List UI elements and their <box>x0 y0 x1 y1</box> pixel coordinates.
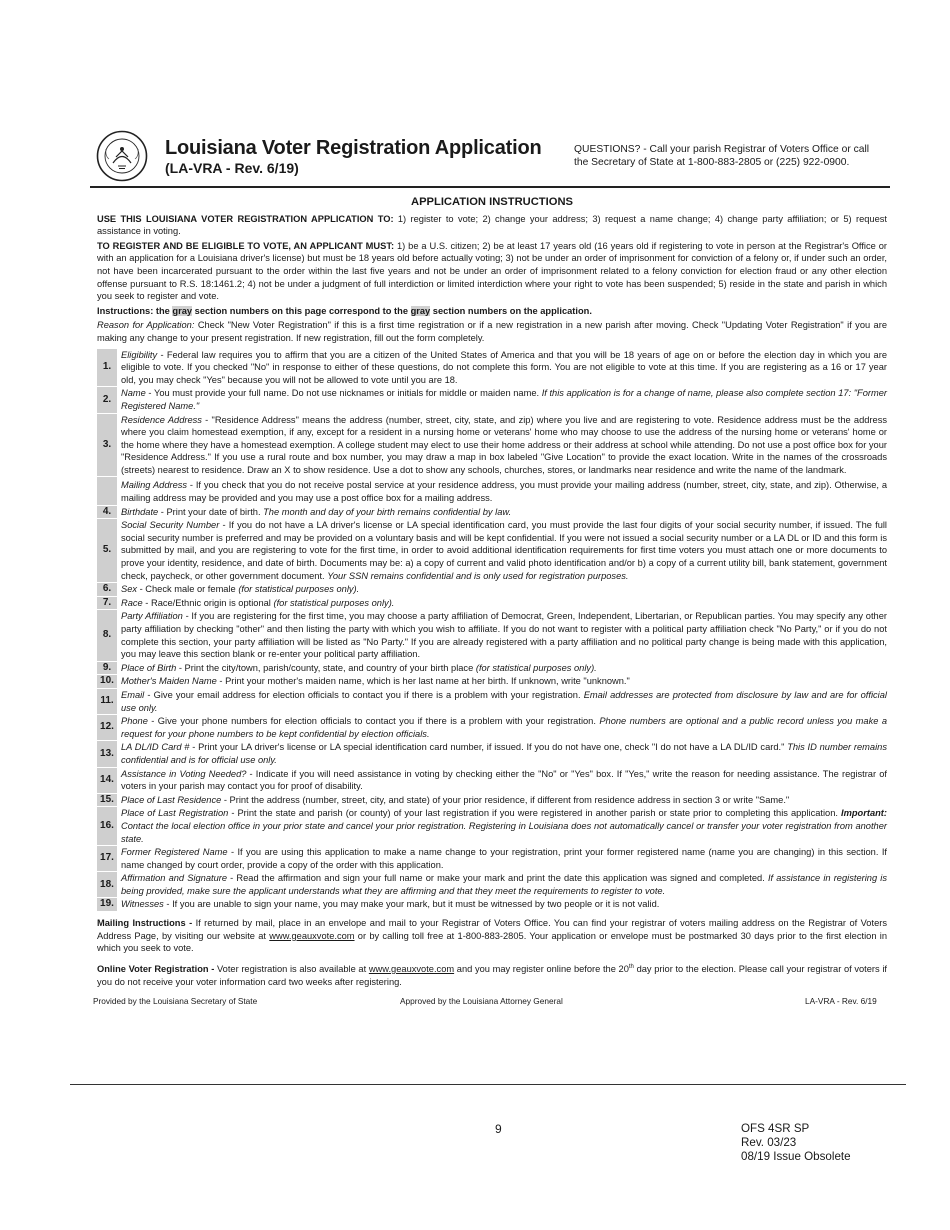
section-body: - Print your mother's maiden name, which is her last name at her birth. If unknown, write "unknown." <box>216 676 630 687</box>
section-row <box>97 583 887 596</box>
header-divider <box>90 186 890 188</box>
section-body: - Print the city/town, parish/county, state, and country of your birth place <box>176 662 476 673</box>
section-text <box>117 675 887 688</box>
section-row <box>97 610 887 660</box>
form-identifier <box>741 1122 851 1164</box>
online-website-link[interactable]: www.geauxvote.com <box>368 963 455 974</box>
form-obsolete-note: 08/19 Issue Obsolete <box>741 1150 851 1163</box>
instr-gray-2: gray <box>410 305 431 316</box>
section-body: - Race/Ethnic origin is optional <box>142 597 274 608</box>
mailing-website-link[interactable]: www.geauxvote.com <box>269 930 355 941</box>
eligible-label: TO REGISTER AND BE ELIGIBLE TO VOTE, AN APPLICANT MUST: <box>97 240 395 251</box>
section-text <box>117 506 887 519</box>
section-row <box>97 675 887 688</box>
section-text <box>117 807 887 845</box>
section-term: Place of Last Registration <box>121 808 229 819</box>
section-number: 15. <box>97 794 117 807</box>
section-number <box>97 477 117 504</box>
section-number: 10. <box>97 675 117 688</box>
online-text-c: day prior to the election. Please call your registrar of voters if you do not receive your voter information card two weeks after registering. <box>97 963 887 987</box>
eligible-text: 1) be a U.S. citizen; 2) be at least 17 years old (16 years old if registering to vote in person at the Registrar's Office or with an application for a Louisiana driver's license) but must be 18 years old before actually voting; 3) not be under an order of imprisonment for conviction of a felony or, if under such an order, not have been incarcerated pursuant to the order within the last five years and not be under an order of imprisonment related to a felony conviction for election fraud or any other election offense pursuant to R.S. 18:1461.2; 4) not be under a judgment of full interdiction or limited interdiction where your right to vote has been suspended; 5) reside in the state and parish in which you seek to register and vote. <box>97 240 887 302</box>
section-term: Social Security Number <box>121 520 220 531</box>
section-term: Assistance in Voting Needed? <box>121 768 247 779</box>
instructions-body <box>93 196 888 1007</box>
section-row <box>97 715 887 740</box>
section-term: Party Affiliation <box>121 611 183 622</box>
section-number: 3. <box>97 414 117 477</box>
instructions-heading: APPLICATION INSTRUCTIONS <box>410 196 573 208</box>
form-subtitle: (LA-VRA - Rev. 6/19) <box>165 160 299 176</box>
instr-gray-1: gray <box>172 305 193 316</box>
eligibility-paragraph <box>97 240 887 303</box>
section-number: 16. <box>97 807 117 845</box>
reason-label: Reason for Application: <box>97 320 195 331</box>
section-term: Phone <box>121 716 148 727</box>
section-number: 5. <box>97 519 117 582</box>
section-row <box>97 794 887 807</box>
section-row <box>97 807 887 845</box>
section-row <box>97 414 887 477</box>
section-text <box>117 715 887 740</box>
section-body: - If you are unable to sign your name, you may make your mark, but it must be witnessed by two people or it is not valid. <box>163 899 660 910</box>
instr-a: Instructions: the <box>97 305 173 316</box>
section-italic-note: Your SSN remains confidential and is only used for registration purposes. <box>327 570 629 581</box>
section-number: 11. <box>97 689 117 714</box>
section-italic-note: The month and day of your birth remains confidential by law. <box>263 506 512 517</box>
section-number: 19. <box>97 898 117 911</box>
section-text <box>117 741 887 766</box>
section-term: Email <box>121 689 145 700</box>
section-row <box>97 349 887 387</box>
sections-table <box>97 348 887 913</box>
section-number: 6. <box>97 583 117 596</box>
section-text <box>117 662 887 675</box>
section-number: 18. <box>97 872 117 897</box>
section-number: 9. <box>97 662 117 675</box>
section-row <box>97 519 887 582</box>
section-row <box>97 662 887 675</box>
section-row <box>97 768 887 793</box>
use-paragraph <box>97 213 887 238</box>
form-code: OFS 4SR SP <box>741 1122 810 1135</box>
section-number: 2. <box>97 387 117 412</box>
section-term: Eligibility <box>121 349 158 360</box>
section-italic-note: This ID number remains confidential and is for official use only. <box>121 742 887 765</box>
section-number: 1. <box>97 349 117 387</box>
instr-c: section numbers on the application. <box>430 305 592 316</box>
section-body: - Print the address (number, street, city, and state) of your prior residence, if different from residence address in section 3 or write "Same." <box>221 794 790 805</box>
section-text <box>117 597 887 610</box>
instructions-note <box>97 305 887 318</box>
section-text <box>117 898 887 911</box>
mailing-instructions <box>97 917 887 955</box>
footer-provided: Provided by the Louisiana Secretary of State <box>93 996 258 1007</box>
section-body: - Read the affirmation and sign your full name or make your mark and print the date this application was signed and completed. <box>227 873 768 884</box>
section-term: Sex <box>121 584 138 595</box>
section-text <box>117 872 887 897</box>
online-label: Online Voter Registration - <box>97 963 215 974</box>
section-text <box>117 387 887 412</box>
online-text-b: and you may register online before the 20 <box>454 963 629 974</box>
section-number: 4. <box>97 506 117 519</box>
section-term: Place of Birth <box>121 662 177 673</box>
section-text <box>117 610 887 660</box>
section-body: - Give your phone numbers for election officials to contact you if there is a problem with your registration. <box>147 716 600 727</box>
section-text <box>117 583 887 596</box>
section-text <box>117 689 887 714</box>
reason-text: Check "New Voter Registration" if this is a first time registration or if a new registration in a new parish after moving. Check "Updating Voter Registration" if you are making any change to your present registration. If new registration, fill out the form completely. <box>97 320 887 343</box>
section-text <box>117 794 887 807</box>
section-text <box>117 477 887 504</box>
use-text: 1) register to vote; 2) change your address; 3) request a name change; 4) change party affiliation; or 5) request assistance in voting. <box>97 213 887 237</box>
section-body: - Indicate if you will need assistance in voting by checking either the "No" or "Yes" box. If "Yes," write the reason for needing assistance. The registrar of voters in your parish may contact you for proof of disability. <box>121 768 887 792</box>
section-row <box>97 741 887 766</box>
footer-divider <box>70 1084 906 1085</box>
section-row <box>97 872 887 897</box>
section-text <box>117 519 887 582</box>
section-row <box>97 506 887 519</box>
section-emphasis: Important: <box>841 808 887 819</box>
form-revision: Rev. 03/23 <box>741 1136 797 1149</box>
section-term: Name <box>121 388 146 399</box>
section-italic-note: Contact the local election office in your prior state and cancel your prior registration. Registering in Louisiana does not automatically cancel or transfer your voter registration from another state. <box>121 820 887 844</box>
section-body: - If you do not have a LA driver's license or LA special identification card, you must provide the last four digits of your social security number, if issued. The full social security number is preferred and may be provided on a voluntary basis and will be kept confidential. If you were not issued a social security number or a LA DL or ID and this form is submitted by mail, and you are registering to vote for the first time, in order to avoid additional identification requirements for first time voters you must attach one or more documents to prove your identity, residence, and date of birth. Documents may be: a) a copy of current and valid photo identification and/or b) a copy of a current utility bill, bank statement, government check, paycheck, or other government document. <box>121 520 887 581</box>
section-italic-note: (for statistical purposes only). <box>238 584 360 595</box>
section-italic-note: If assistance in registering is being provided, make sure the applicant understands what they are affirming and that they meet the requirements to register to vote. <box>121 873 887 896</box>
section-number: 7. <box>97 597 117 610</box>
online-text-a: Voter registration is also available at <box>214 963 369 974</box>
section-term: Residence Address <box>121 414 202 425</box>
use-label: USE THIS LOUISIANA VOTER REGISTRATION APPLICATION TO: <box>97 213 394 224</box>
section-italic-note: (for statistical purposes only). <box>475 662 597 673</box>
section-term: Birthdate <box>121 506 159 517</box>
section-body: - Print the state and parish (or county) of your last registration if you were registered in another parish or state prior to completing this application. <box>228 808 842 819</box>
section-body: - If you are registering for the first time, you may choose a party affiliation of Democrat, Green, Independent, Libertarian, or Republican parties. You may specify any other party affiliation by checking "other" and then listing the party with which you wish to affiliate. If you do not want to register with a political party affiliation check "No Party," or if you do not complete this section, your party affiliation will be listed as "No Party." If you are already registered with a party affiliation and no political party change is being made with this application, you may leave this section blank or re-enter your political party affiliation. <box>121 611 887 660</box>
section-body: - If you are using this application to make a name change to your registration, print your former registered name (name you are changing) in this section. If name changed by court order, provide a copy of the order with this application. <box>121 847 887 870</box>
section-body: - Print your date of birth. <box>158 506 264 517</box>
section-text <box>117 846 887 871</box>
online-registration <box>97 961 887 988</box>
section-text <box>117 349 887 387</box>
section-number: 14. <box>97 768 117 793</box>
footer-approved: Approved by the Louisiana Attorney General <box>400 996 563 1007</box>
section-body: - Federal law requires you to affirm that you are a citizen of the United States of America and that you will be 18 years of age on or before the election day in which you are eligible to vote. If you checked "No" in response to either of these questions, do not complete this form. You are not eligible to vote at this time. If you are registering as a 16 or 17 year old, you may check "Yes" because you will not be allowed to vote until you are 18. <box>121 349 887 385</box>
section-term: Place of Last Residence <box>121 794 222 805</box>
section-term: Mailing Address <box>121 480 188 491</box>
section-row <box>97 597 887 610</box>
section-row <box>97 477 887 504</box>
section-term: Witnesses <box>121 899 164 910</box>
section-term: Mother's Maiden Name <box>121 676 217 687</box>
section-number: 17. <box>97 846 117 871</box>
instr-b: section numbers on this page correspond to the <box>192 305 411 316</box>
questions-contact: QUESTIONS? - Call your parish Registrar of Voters Office or call the Secretary of State at 1-800-883-2805 or (225) 922-0900. <box>574 144 870 168</box>
section-body: - "Residence Address" means the address (number, street, city, state, and zip) where you live and are registering to vote. Residence address must be the address where you claim homestead exemption, if any, except for a resident in a nursing home or veterans' home who may choose to use the address of the nursing home or veterans' home or the home where they have a homestead exemption. A college student may elect to use their home address or their address at school while attending. Do not use a post office box for your "Residence Address." If you use a rural route and box number, you may draw a map in box labeled "Give Location" to provide the exact location. Write in the names of the crossroads (streets) nearest to residence. Draw an X to show residence. Use a dot to show any schools, churches, stores, or landmarks near residence and write the name of the landmark. <box>121 414 887 475</box>
section-italic-note: Phone numbers are optional and a public record unless you make a request for your phone numbers to be kept confidential by election officials. <box>121 716 887 739</box>
section-number: 8. <box>97 610 117 660</box>
section-number: 13. <box>97 741 117 766</box>
section-body: - Print your LA driver's license or LA special identification card number, if issued. If you do not have one, check "I do not have a LA DL/ID card." <box>189 742 788 753</box>
section-body: - If you check that you do not receive postal service at your residence address, you must provide your mailing address (number, street, city, state, and zip). Otherwise, a mailing address may be provided and you may use a post office box for a mailing address. <box>121 480 887 504</box>
section-text <box>117 414 887 477</box>
section-row <box>97 689 887 714</box>
online-sup: th <box>628 963 634 970</box>
footer-rev: LA-VRA - Rev. 6/19 <box>805 996 877 1007</box>
section-body: - Check male or female <box>137 584 239 595</box>
section-row <box>97 387 887 412</box>
mailing-text-a: If returned by mail, place in an envelope and mail to your Registrar of Voters Office. You can find your registrar of voters mailing address on the Registrar of Voters Address Page, by visiting our website at <box>97 918 887 941</box>
mailing-text-b: or by calling toll free at 1-800-883-2805. Your application or envelope must be postmarked 30 days prior to the first election in which you seek to vote. <box>97 930 888 954</box>
mailing-label: Mailing Instructions - <box>97 918 193 929</box>
form-footer <box>93 995 887 1007</box>
section-italic-note: If this application is for a change of name, please also complete section 17: "Former Registered Name." <box>121 388 887 411</box>
section-row <box>97 846 887 871</box>
section-term: LA DL/ID Card # <box>121 742 190 753</box>
section-italic-note: Email addresses are protected from disclosure by law and are for official use only. <box>121 689 887 713</box>
section-italic-note: (for statistical purposes only). <box>273 597 395 608</box>
form-title: Louisiana Voter Registration Application <box>165 137 542 159</box>
section-text <box>117 768 887 793</box>
section-term: Affirmation and Signature <box>121 873 228 884</box>
section-body: - Give your email address for election officials to contact you if there is a problem with your registration. <box>144 689 584 700</box>
section-number: 12. <box>97 715 117 740</box>
page-number: 9 <box>495 1122 502 1136</box>
section-row <box>97 898 887 911</box>
section-term: Race <box>121 597 143 608</box>
section-term: Former Registered Name <box>121 847 228 858</box>
reason-paragraph <box>97 319 887 344</box>
louisiana-state-seal <box>96 130 148 182</box>
section-body: - You must provide your full name. Do not use nicknames or initials for middle or maiden name. <box>145 388 542 399</box>
